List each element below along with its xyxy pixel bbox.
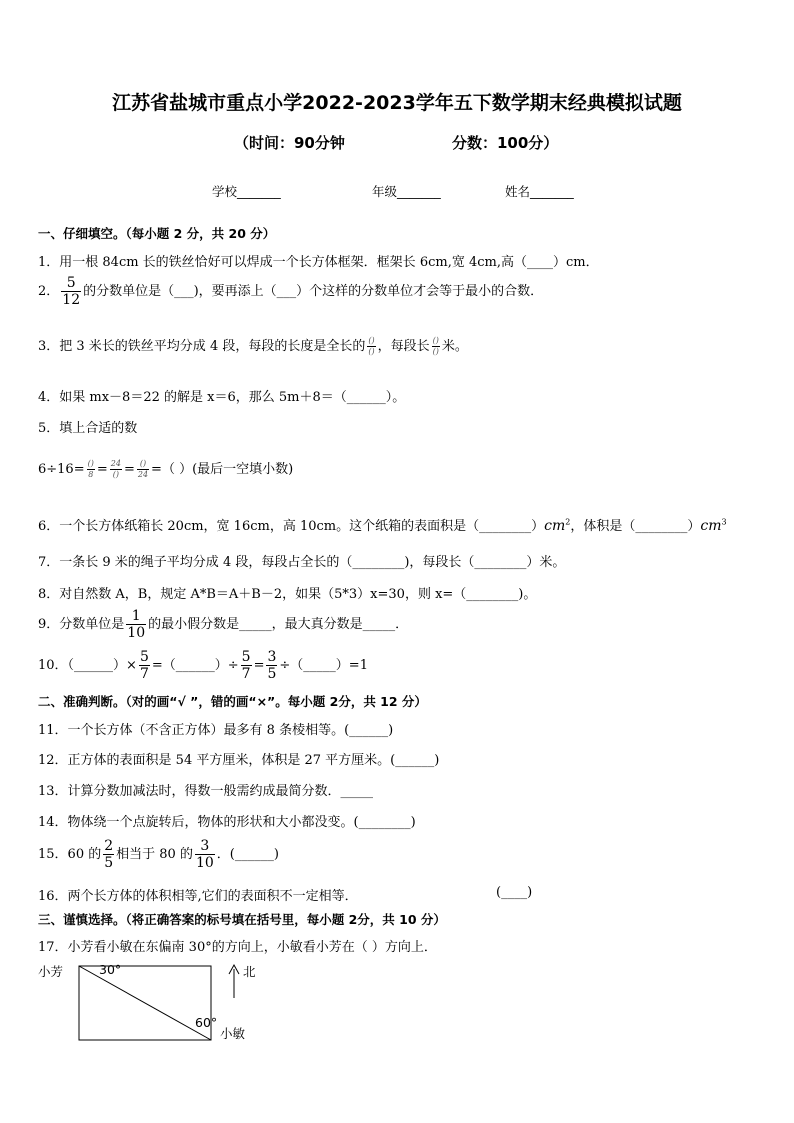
q2-denominator: 12 [62,292,81,308]
exam-time: （时间：90分钟 [234,134,345,152]
question-10 [38,650,368,681]
q6-unit-area-exp: 2 [565,517,571,527]
q10-fraction-3 [266,650,277,681]
q5-f2-num: 24 [110,459,121,468]
q6-unit-volume-exp: 3 [721,517,727,527]
question-5: 5．填上合适的数 [38,421,138,436]
q15-fraction-1 [103,839,114,870]
q3-f1-num: () [368,336,375,345]
q9-fraction [126,609,146,640]
q2-numerator: 5 [66,275,76,291]
q5-eq-1: = [96,462,108,477]
exam-title: 江苏省盐城市重点小学2022-2023学年五下数学期末经典模拟试题 [112,92,682,114]
q5-eq-2: = [123,462,135,477]
section-1-heading: 一、仔细填空。（每小题 2 分，共 20 分） [38,226,276,241]
q15-text-1: 15．60 的 [38,847,102,862]
q10-text-1: 10．（______）× [38,658,137,673]
question-11: 11．一个长方体（不含正方体）最多有 8 条棱相等。(______) [38,723,394,738]
question-4: 4．如果 mx－8＝22 的解是 x＝6，那么 5m＋8＝（______）。 [38,390,406,405]
grade-field: 年级_______ [372,184,441,199]
north-label: 北 [243,964,256,979]
q6-text-2: ，体积是（________） [570,519,701,534]
q15-text-2: 相当于 80 的 [116,847,193,862]
q10-f1-den: 7 [139,666,149,682]
question-2 [38,276,543,307]
q3-text-2: ，每段长 [377,339,430,354]
q2-number: 2． [38,284,60,299]
q15-f1-den: 5 [104,855,114,871]
section-3-heading: 三、谨慎选择。（将正确答案的标号填在括号里，每小题 2分，共 10 分） [38,912,446,927]
q5-eq-start: 6÷16= [38,462,85,477]
q5-f2-den: () [110,469,122,479]
q2-fraction [61,276,81,307]
q15-f2-num: 3 [200,838,210,854]
q9-numerator: 1 [131,608,141,624]
q10-f2-num: 5 [241,649,251,665]
q10-f1-num: 5 [139,649,149,665]
q10-f2-den: 7 [241,666,251,682]
q5-fraction-3 [137,460,149,479]
question-12: 12．正方体的表面积是 54 平方厘米，体积是 27 平方厘米。(______) [38,753,440,768]
q10-fraction-2 [241,650,252,681]
q10-text-4: ÷（_____）=1 [279,658,368,673]
question-8: 8．对自然数 A，B，规定 A*B＝A＋B－2，如果（5*3）x=30，则 x=（________)。 [38,587,537,602]
q9-text-2: 的最小假分数是_____，最大真分数是_____． [148,617,409,632]
q6-unit-volume: cm [700,518,722,534]
exam-score: 分数：100分） [452,134,559,152]
label-xiaofang: 小芳 [38,964,64,979]
q9-denominator: 10 [127,625,146,641]
q5-eq-end: =（ ）(最后一空填小数) [151,462,294,477]
angle-30-label: 30° [99,962,122,977]
q5-f1-den: 8 [88,470,94,479]
q10-f3-den: 5 [267,666,277,682]
q3-f1-den: () [368,347,375,356]
q10-text-2: =（______）÷ [151,658,239,673]
question-3 [38,335,468,356]
q5-fraction-1 [87,460,95,479]
question-16: 16．两个长方体的体积相等,它们的表面积不一定相等． [38,889,358,904]
question-14: 14．物体绕一个点旋转后，物体的形状和大小都没变。(________) [38,815,416,830]
q6-text-1: 6．一个长方体纸箱长 20cm，宽 16cm，高 10cm。这个纸箱的表面积是（________） [38,519,545,534]
q3-text-3: 米。 [441,339,468,354]
q15-fraction-2 [195,839,215,870]
section-2-heading: 二、准确判断。（对的画“√ ”，错的画“×”。每小题 2分，共 12 分） [38,694,427,709]
q3-fraction-1 [367,337,375,356]
question-16-blank: (____) [496,885,533,900]
name-field: 姓名_______ [505,184,574,199]
question-1: 1．用一根 84cm 长的铁丝恰好可以焊成一个长方体框架．框架长 6cm,宽 4cm,高（____）cm． [38,255,599,270]
q5-f3-den: 24 [137,470,149,479]
angle-60-label: 60° [195,1015,218,1030]
q3-text-1: 3．把 3 米长的铁丝平均分成 4 段，每段的长度是全长的 [38,339,366,354]
q10-text-3: = [253,658,265,673]
q10-f3-num: 3 [267,649,277,665]
q3-fraction-2 [432,337,440,356]
school-field: 学校_______ [212,184,281,199]
question-13: 13．计算分数加减法时，得数一般需约成最简分数．_____ [38,784,374,799]
q9-text-1: 9．分数单位是 [38,617,125,632]
diagram-diagonal [79,966,211,1040]
q5-f3-num: () [139,459,147,468]
question-5-equation [38,458,293,479]
q10-fraction-1 [139,650,150,681]
q15-f1-num: 2 [104,838,114,854]
question-17: 17．小芳看小敏在东偏南 30°的方向上，小敏看小芳在（ ）方向上． [38,940,437,955]
label-xiaomin: 小敏 [220,1026,246,1041]
q2-text: 的分数单位是（___)，要再添上（___）个这样的分数单位才会等于最小的合数． [83,284,544,299]
q3-f2-num: () [432,336,439,345]
q6-unit-area: cm [544,518,566,534]
question-6 [38,515,727,534]
q15-text-3: ．(______) [216,847,279,862]
q3-f2-den: () [432,347,439,356]
question-9 [38,609,408,640]
question-15 [38,839,279,870]
question-7: 7．一条长 9 米的绳子平均分成 4 段，每段占全长的（________)，每段长（________）米。 [38,555,566,570]
q5-f1-num: () [87,459,94,468]
q15-f2-den: 10 [195,855,214,871]
q5-fraction-2 [110,460,122,479]
